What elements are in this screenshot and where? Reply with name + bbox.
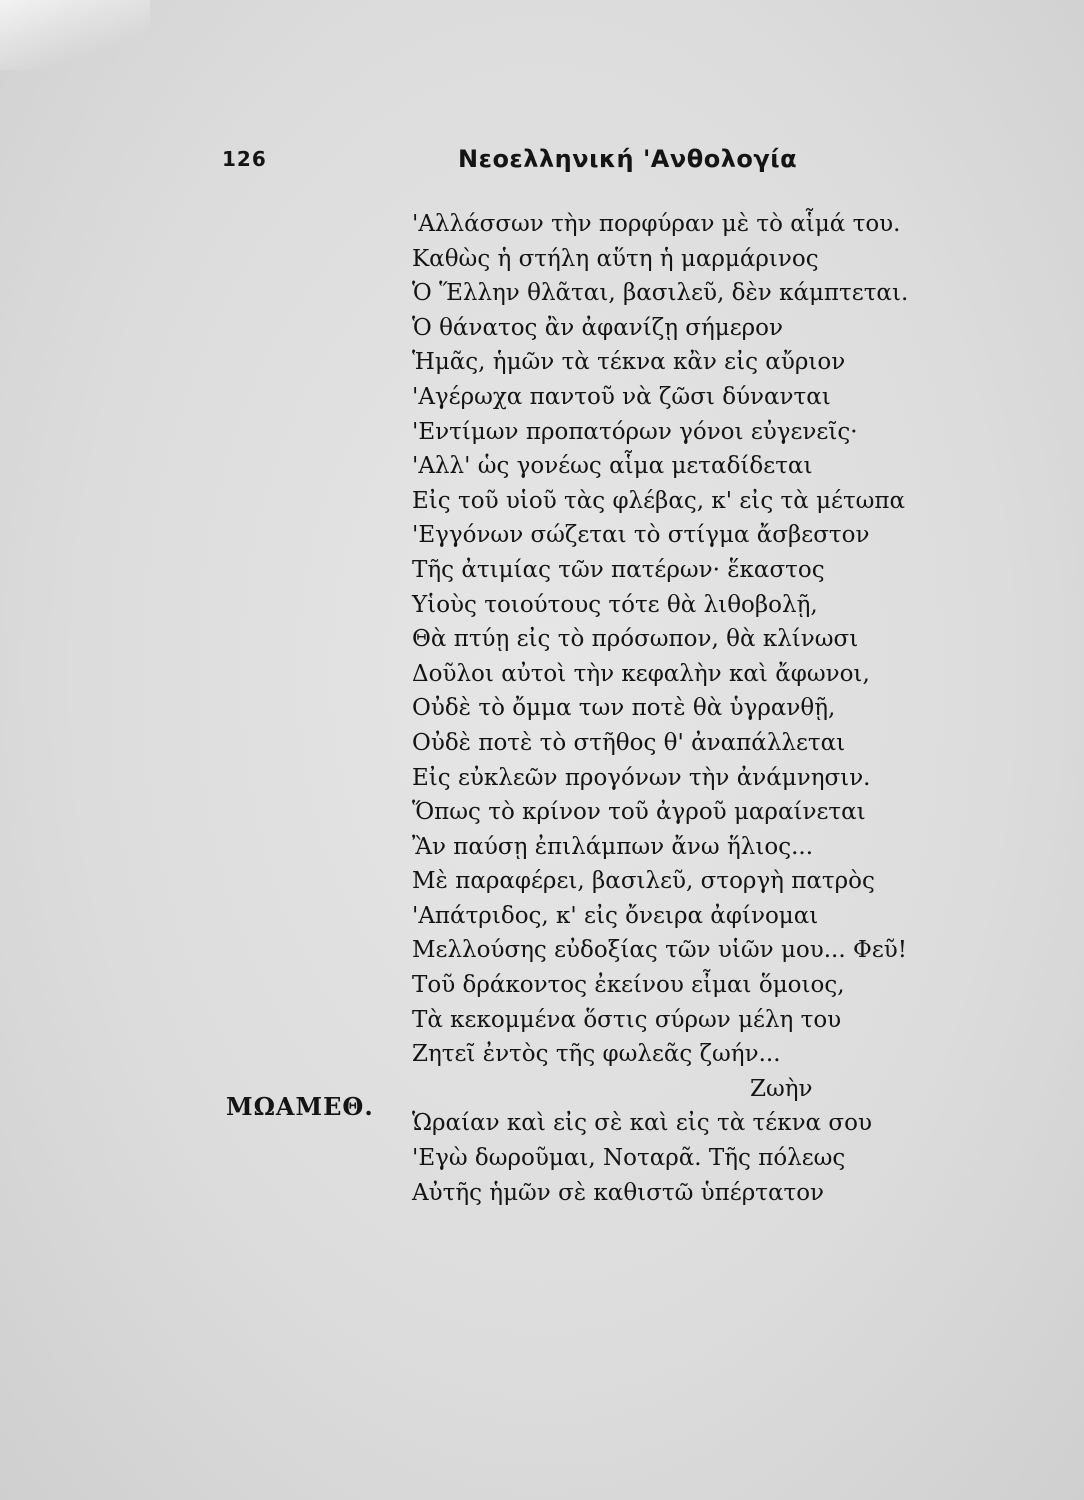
- verse-line: Αὐτῆς ἡμῶν σὲ καθιστῶ ὑπέρτατον: [412, 1179, 825, 1206]
- verse-line: Ἡμᾶς, ἡμῶν τὰ τέκνα κἂν εἰς αὔριον: [412, 349, 846, 376]
- verse-line: Οὐδὲ τὸ ὄμμα των ποτὲ θὰ ὑγρανθῇ,: [412, 695, 836, 722]
- verse-line: Τῆς ἀτιμίας τῶν πατέρων· ἕκαστος: [412, 556, 825, 583]
- verse-line: Εἰς εὐκλεῶν προγόνων τὴν ἀνάμνησιν.: [412, 764, 871, 791]
- verse-line: 'Αγέρωχα παντοῦ νὰ ζῶσι δύνανται: [412, 383, 831, 410]
- page-number: 126: [222, 147, 267, 171]
- verse-line: 'Εγὼ δωροῦμαι, Νοταρᾶ. Τῆς πόλεως: [412, 1145, 846, 1172]
- verse-line: Δοῦλοι αὐτοὶ τὴν κεφαλὴν καὶ ἄφωνοι,: [412, 660, 870, 687]
- verse-line: Θὰ πτύῃ εἰς τὸ πρόσωπον, θὰ κλίνωσι: [412, 626, 859, 653]
- verse-line: Οὐδὲ ποτὲ τὸ στῆθος θ' ἀναπάλλεται: [412, 729, 846, 756]
- running-title: Νεοελληνική 'Ανθολογία: [458, 145, 798, 173]
- verse-line: Ὡραίαν καὶ εἰς σὲ καὶ εἰς τὰ τέκνα σου: [412, 1110, 872, 1137]
- verse-block: [412, 207, 908, 1210]
- verse-line: Ζητεῖ ἐντὸς τῆς φωλεᾶς ζωήν...: [412, 1041, 781, 1068]
- verse-line: Τοῦ δράκοντος ἐκείνου εἶμαι ὅμοιος,: [412, 972, 845, 999]
- verse-line: Υἱοὺς τοιούτους τότε θὰ λιθοβολῇ,: [412, 591, 818, 618]
- verse-line: Ὅπως τὸ κρίνον τοῦ ἀγροῦ μαραίνεται: [412, 799, 866, 826]
- verse-line: 'Εντίμων προπατόρων γόνοι εὐγενεῖς·: [412, 418, 858, 445]
- verse-line: Εἰς τοῦ υἱοῦ τὰς φλέβας, κ' εἰς τὰ μέτωπα: [412, 487, 906, 514]
- verse-line: Ὁ θάνατος ἂν ἀφανίζῃ σήμερον: [412, 314, 783, 341]
- verse-line: Τὰ κεκομμένα ὅστις σύρων μέλη του: [412, 1006, 842, 1033]
- verse-line: 'Εγγόνων σώζεται τὸ στίγμα ἄσβεστον: [412, 522, 870, 549]
- verse-line: Μελλούσης εὐδοξίας τῶν υἱῶν μου... Φεῦ!: [412, 937, 907, 964]
- speaker-name: ΜΩΑΜΕΘ.: [226, 1092, 374, 1121]
- verse-line: Ὁ Ἕλλην θλᾶται, βασιλεῦ, δὲν κάμπτεται.: [412, 280, 909, 307]
- verse-line: 'Αλλάσσων τὴν πορφύραν μὲ τὸ αἷμά του.: [412, 211, 901, 237]
- verse-line: Καθὼς ἡ στήλη αὕτη ἡ μαρμάρινος: [412, 245, 819, 272]
- verse-line: 'Αλλ' ὡς γονέως αἷμα μεταδίδεται: [412, 453, 813, 480]
- paper-scuff: [0, 0, 150, 70]
- verse-line-split: Ζωὴν: [750, 1075, 813, 1102]
- verse-line: Ἂν παύσῃ ἐπιλάμπων ἄνω ἥλιος...: [412, 833, 814, 860]
- verse-line: 'Απάτριδος, κ' εἰς ὄνειρα ἀφίνομαι: [412, 902, 819, 929]
- verse-line: Μὲ παραφέρει, βασιλεῦ, στοργὴ πατρὸς: [412, 868, 875, 895]
